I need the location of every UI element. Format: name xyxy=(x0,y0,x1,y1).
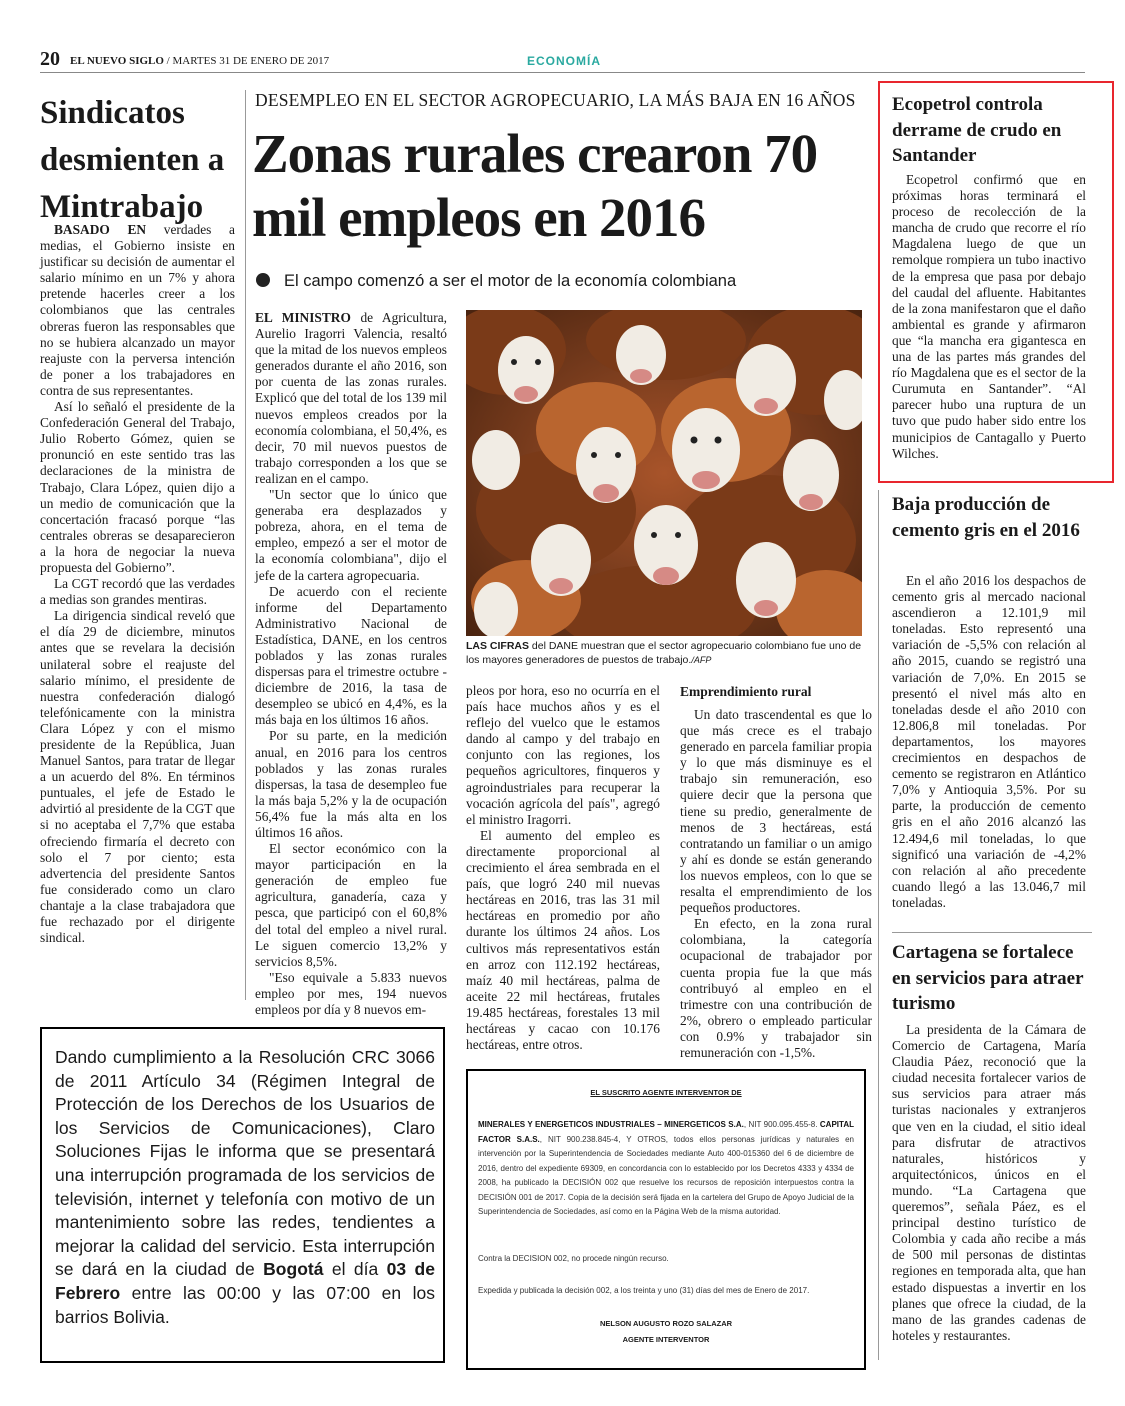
main-paragraph: De acuerdo con el reciente informe del Departamento Administrativo Nacional de Estadística, DANE, en los centros poblados y las zonas rurales dispersas para el trimestre octubre - diciembre de 2016, la tasa de desempleo se ubicó en 4,4%, es la más baja en los últimos 16 años. xyxy=(255,583,447,728)
claro-notice-part: Dando cumplimiento a la Resolución CRC 3066 de 2011 Artículo 34 (Régimen Integral de Protección de los Derechos de los Usuarios de los Servicios de Comunicaciones), Claro Soluciones Fijas le informa que se presentará una interrupción programada de los servicios de televisión, internet y telefonía con motivo de un mantenimiento sobre las redes, tendientes a mejorar la calidad del servicio. Esta interrupción se dará en la ciudad de xyxy=(55,1047,435,1280)
main-lead: EL MINISTRO xyxy=(255,310,351,325)
legal-notice-body xyxy=(478,1118,854,1220)
column-divider xyxy=(878,490,879,1360)
cartagena-paragraph: La presidenta de la Cámara de Comercio de Cartagena, María Claudia Páez, reconoció que la ciudad necesita fortalecer varios de sus servicios para atraer más turistas nacionales y extranjeros que ven en la ciudad, el sitio ideal para disfrutar de atractivos naturales, históricos y arquitectónicos, únicos en el mundo. “La Cartagena que queremos”, señala Páez, es el principal destino turístico de Colombia y cada año recibe a más de 500 mil personas de distintas regiones en temporada alta, que han estado dispuestas a invertir en los planes que ofrece la ciudad, de la mano de las grandes cadenas de hoteles y restaurantes. xyxy=(892,1022,1086,1343)
main-paragraph: El sector económico con la mayor participación en la generación de empleo fue agricultura, ganadería, caza y pesca, que participó con el 60,8% del total del empleo a nivel rural. Le siguen comercio 13,2% y servicios 8,5%. xyxy=(255,841,447,969)
main-paragraph: En efecto, en la zona rural colombiana, la categoría ocupacional de trabajador por cuenta propia fue la que más contribuyó al empleo en el trimestre con una contribución de 2%, obrero o empleado particular con 0.9% y trabajador sin remuneración con -1,5%. xyxy=(680,916,872,1060)
sindicatos-paragraph: La dirigencia sindical reveló que el día 29 de diciembre, minutos antes que se revelara la decisión unilateral sobre el reajuste del salario mínimo, el presidente de nuestra confederación dialogó telefónicamente con la ministra Clara López y con el mismo presidente de la República, Juan Manuel Santos, para tratar de llegar a un acuerdo del 8%. En términos puntuales, el jefe de Estado le advirtió al presidente de la CGT que si no aceptaba el 7,7% que estaba ofreciendo firmaría el decreto con solo el 7 por ciento; esta advertencia del presidente Santos fue considerado como un claro chantaje a la clase trabajadora que fue rechazado por el dirigente sindical. xyxy=(40,608,235,946)
main-paragraph: pleos por hora, eso no ocurría en el país hace muchos años y es el reflejo del vuelco que le estamos dando al campo y del trabajo en conjunto con las regiones, los pequeños agricultores, finqueros y agroindustriales para recuperar la vocación agrícola del país", agregó el ministro Iragorri. xyxy=(466,683,660,827)
claro-notice-part: entre las 00:00 y las 07:00 en los barrios Bolivia. xyxy=(55,1282,435,1327)
main-article-col3 xyxy=(680,707,872,1061)
legal-notice-company: MINERALES Y ENERGETICOS INDUSTRIALES – MINERGETICOS S.A. xyxy=(478,1120,744,1129)
bullet-icon xyxy=(256,273,270,287)
claro-notice-part: el día xyxy=(323,1259,387,1280)
emprendimiento-subhead: Emprendimiento rural xyxy=(680,684,812,699)
cemento-headline: Baja producción de cemento gris en el 2016 xyxy=(892,494,1080,541)
cattle-illustration xyxy=(466,310,862,636)
page-number: 20 xyxy=(40,48,60,70)
claro-notice-text xyxy=(55,1046,435,1329)
legal-notice-nit: , NIT 900.095.455-8. xyxy=(743,1120,820,1129)
legal-notice-text: , NIT 900.238.845-4, Y OTROS, todos ellos personas jurídicas y naturales en intervención por la Superintendencia de Sociedades mediante Auto 400-015360 del 6 de diciembre de 2016, dentro del expediente 69309, en concordancia con lo establecido por los Decretos 4333 y 4334 de 2008, ha publicado la DECISIÓN 002 que resuelve los recursos de reposición interpuestos contra la DECISIÓN 001 de 2017. Copia de la decisión será fijada en la cartelera del Grupo de Apoyo Judicial de la Superintendencia de Sociedades, así como en la Página Web de la misma autoridad. xyxy=(478,1134,855,1216)
sindicatos-paragraph: Así lo señaló el presidente de la Confederación General del Trabajo, Julio Roberto Gómez, quien se pronunció en este sentido tras las declaraciones de la ministra de Trabajo, Clara López, quien dijo a un medio de comunicación que la concertación fracasó porque “las centrales obreras se desaparecieron a la hora de negociar la nueva propuesta del Gobierno”. xyxy=(40,399,235,575)
cartagena-headline: Cartagena se fortalece en servicios para atraer turismo xyxy=(892,942,1084,1014)
legal-notice-heading: EL SUSCRITO AGENTE INTERVENTOR DE xyxy=(590,1088,742,1097)
claro-notice-city: Bogotá xyxy=(263,1259,324,1280)
main-headline: Zonas rurales crearon 70 mil empleos en 2016 xyxy=(252,123,818,248)
caption-text: del DANE muestran que el sector agropecuario colombiano fue uno de los mayores generadores de puestos de trabajo. xyxy=(466,640,862,666)
main-paragraph: de Agricultura, Aurelio Iragorri Valencia, resaltó que la mitad de los nuevos empleos generados durante el año 2016, son por cuenta de las zonas rurales. Explicó que del total de los 139 mil nuevos empleos creados por la economía colombiana, el 50,4%, es decir, 70 mil nuevos puestos de trabajo corresponden a los que se realizan en el campo. xyxy=(255,310,447,486)
main-paragraph: El aumento del empleo es directamente proporcional al crecimiento el área sembrada en el país, que logró 240 mil nuevas hectáreas en 2016, tras las 31 mil hectáreas en promedio por año durante los últimos 24 años. Los cultivos más representativos están en arroz con 112.192 hectáreas, maíz 40 mil hectáreas, palma de aceite 22 mil hectáreas, frutales 19.485 hectáreas, forestales 13 mil hectáreas y cacao con 10.176 hectáreas, entre otros. xyxy=(466,827,660,1053)
section-divider xyxy=(892,932,1092,933)
cemento-paragraph: En el año 2016 los despachos de cemento gris al mercado nacional ascendieron a 12.101,9 mil toneladas. Esto representó una variación de -5,5% con relación al año 2015, cuando se registró una variación de 7,0%. En 2015 se presentó el nivel más alto en toneladas desde el año 2010 con 12.806,8 mil toneladas. Por departamentos, los mayores crecimientos en despachos de cemento se registraron en Atlántico 7,0% y Antioquia 3,5%. Por su parte, la producción de cemento gris en el año 2016 alcanzó las 12.494,6 mil toneladas, lo que significó una variación de -4,2% con relación al año precedente cuando llegó a las 13.046,7 mil toneladas. xyxy=(892,573,1086,910)
main-paragraph: Un dato trascendental es que lo que más crece es el trabajo generado en parcela familiar propia y lo que más disminuye es el trabajo sin remuneración, eso quiere decir que la persona que tiene su predio, generalmente de menos de 3 hectáreas, está contratando un familiar o un amigo y ahí es donde se están generando los nuevos empleos, con lo que se resalta el emprendimiento de los pequeños productores. xyxy=(680,707,872,916)
column-divider xyxy=(245,90,246,1000)
sindicatos-article xyxy=(40,222,235,946)
sindicatos-lead: BASADO EN xyxy=(54,222,147,237)
main-deck xyxy=(256,272,876,291)
header-divider xyxy=(40,72,1085,73)
photo-caption xyxy=(466,640,866,667)
caption-credit: /AFP xyxy=(691,654,712,665)
legal-notice-signer: NELSON AUGUSTO ROZO SALAZAR xyxy=(599,1319,733,1328)
publication-date: MARTES 31 DE ENERO DE 2017 xyxy=(172,55,330,67)
publication-info: EL NUEVO SIGLO / MARTES 31 DE ENERO DE 2017 xyxy=(70,55,330,67)
legal-notice-line: Contra la DECISION 002, no procede ningún recurso. xyxy=(478,1254,669,1263)
main-deck-text: El campo comenzó a ser el motor de la economía colombiana xyxy=(284,272,737,290)
legal-notice-signer-title: AGENTE INTERVENTOR xyxy=(622,1335,710,1344)
legal-notice-line: Expedida y publicada la decisión 002, a los treinta y uno (31) días del mes de Enero de 2017. xyxy=(478,1286,810,1295)
legal-notice-company: CAPITAL FACTOR S.A.S. xyxy=(478,1120,854,1144)
main-article-col1 xyxy=(255,310,447,1018)
caption-lead: LAS CIFRAS xyxy=(466,640,529,652)
sindicatos-paragraph: La CGT recordó que las verdades a medias son grandes mentiras. xyxy=(40,576,235,608)
main-paragraph: Por su parte, en la medición anual, en 2016 para los centros poblados y las zonas rurales dispersas, la tasa de desempleo fue la más baja 5,2% y la de ocupación 56,4% fue la más alta en los últimos 16 años. xyxy=(255,728,447,840)
ecopetrol-paragraph: Ecopetrol confirmó que en próximas horas terminará el proceso de recolección de la mancha de crudo que recorre el río Magdalena luego de que un remolque rompiera un tubo inactivo de la empresa que pasa por debajo del caudal del afluente. Habitantes de la zona manifestaron que el daño ambiental es grande y afirmaron que “la mancha era gigantesca en una de las partes más grandes del río Magdalena que es el sector de la Curumuta en Santander”. “Al parecer hubo una ruptura de un tuvo que pudo haber sido entre los municipios de Cantagallo y Puerto Wilches. xyxy=(892,172,1086,461)
ecopetrol-headline: Ecopetrol controla derrame de crudo en Santander xyxy=(892,94,1062,166)
section-name: ECONOMÍA xyxy=(527,54,601,68)
cartagena-article xyxy=(892,1022,1086,1344)
main-paragraph: "Eso equivale a 5.833 nuevos empleo por mes, 194 nuevos empleos por día y 8 nuevos em- xyxy=(255,969,447,1018)
main-paragraph: "Un sector que lo único que generaba era desplazados y pobreza, ahora, en el tema de empleo, empezó a ser el motor de la economía colombiana", dijo el jefe de la cartera agropecuaria. xyxy=(255,487,447,583)
sindicatos-headline: Sindicatos desmienten a Mintrabajo xyxy=(40,95,225,225)
ecopetrol-article xyxy=(892,172,1086,462)
claro-notice-date: 03 de Febrero xyxy=(55,1259,435,1303)
cattle-photo xyxy=(466,310,862,636)
main-article-col2 xyxy=(466,683,660,1053)
main-kicker: DESEMPLEO EN EL SECTOR AGROPECUARIO, LA MÁS BAJA EN 16 AÑOS xyxy=(255,90,856,110)
sindicatos-paragraph: verdades a medias, el Gobierno insiste en justificar su decisión de aumentar el salario mínimo en un 7% y ahora pretende hacerles creer a los colombianos que las centrales obreras fueron las responsables que no se hubiera alcanzado un mayor reajuste con la perversa intención de poner a los trabajadores en contra de sus representantes. xyxy=(40,222,235,398)
cemento-article xyxy=(892,573,1086,911)
publication-name: EL NUEVO SIGLO xyxy=(70,55,164,67)
